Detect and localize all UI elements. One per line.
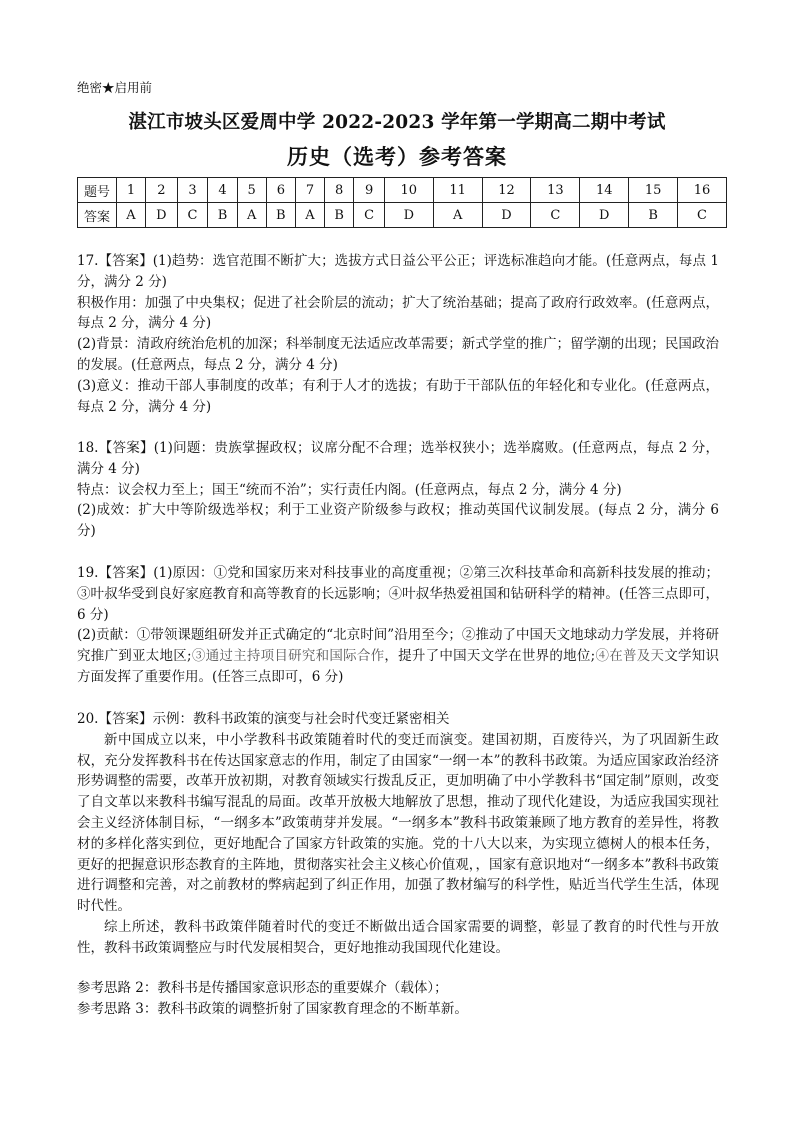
- question-number-cell: 12: [482, 178, 531, 203]
- answer-cell: B: [324, 203, 353, 228]
- question-19-answer: [77, 563, 719, 688]
- question-number-row: [78, 178, 727, 203]
- q20-thesis: 20.【答案】示例：教科书政策的演变与社会时代变迁紧密相关: [77, 711, 450, 727]
- q19-contribution-part-e: 文学知识方面发挥了重要作用。(任答三点即可，6 分): [77, 648, 720, 685]
- q17-background: (2)背景：清政府统治危机的加深；科举制度无法适应改革需要；新式学堂的推广；留学潮的出现；民国政治的发展。(任意两点，每点 2 分，满分 4 分): [77, 336, 719, 373]
- question-number-cell: 3: [177, 178, 208, 203]
- answer-cell: D: [580, 203, 629, 228]
- answer-table: [77, 177, 727, 228]
- q18-results: (2)成效：扩大中等阶级选举权；利于工业资产阶级参与政权；推动英国代议制发展。(每点 2 分，满分 6 分): [77, 502, 719, 540]
- q19-contribution-part-a: (2)贡献：①带领课题组研发并正式确定的“北京时间”沿用至今；②推动了中国天文地球动力学发展，并将研究推广到亚太地区;: [77, 627, 719, 665]
- q18-features: 特点：议会权力至上；国王“统而不治”；实行责任内阁。(任意两点，每点 2 分，满分 4 分): [77, 481, 622, 498]
- answer-cell: D: [384, 203, 433, 228]
- answer-cell: C: [531, 203, 580, 228]
- row-label-answer: 答案: [78, 203, 117, 228]
- reference-idea-3: 参考思路 3：教科书政策的调整折射了国家教育理念的不断革新。: [77, 1000, 468, 1017]
- answer-cell: C: [354, 203, 385, 228]
- answer-cell: A: [237, 203, 266, 228]
- q20-body: 新中国成立以来，中小学教科书政策随着时代的变迁而演变。建国初期，百废待兴，为了巩固新生政权，充分发挥教科书在传达国家意志的作用，制定了由国家“一纲一本”的教科书政策。为适应国家政治经济形势调整的需要，改革开放初期，对教育领域实行拨乱反正，更加明确了中小学教科书“国定制”原则，改变了自文革以来教科书编写混乱的局面。改革开放极大地解放了思想，推动了现代化建设，为适应我国实现社会主义经济体制目标，“一纲多本”政策萌芽并发展。“一纲多本”教科书政策兼顾了地方教育的差异性，将教材的多样化落实到位，更好地配合了国家方针政策的实施。党的十八大以来，为实现立德树人的根本任务，更好的把握意识形态教育的主阵地，贯彻落实社会主义核心价值观，，国家有意识地对“一纲多本”教科书政策进行调整和完善，对之前教材的弊病起到了纠正作用，加强了教材编写的科学性，贴近当代学生生活，体现时代性。: [77, 731, 719, 915]
- question-number-cell: 16: [678, 178, 727, 203]
- question-number-cell: 6: [266, 178, 295, 203]
- question-number-cell: 2: [145, 178, 177, 203]
- answer-cell: C: [177, 203, 208, 228]
- q19-contribution-part-b: ③通过主持项目研究和国际合作: [191, 648, 385, 665]
- question-number-cell: 13: [531, 178, 580, 203]
- answer-cell: A: [296, 203, 325, 228]
- q19-contribution-part-d: ④在普及天: [595, 648, 665, 665]
- question-18-answer: [77, 438, 719, 542]
- answer-row: [78, 203, 727, 228]
- answer-cell: B: [629, 203, 678, 228]
- exam-subtitle: 历史（选考）参考答案: [287, 144, 507, 169]
- q18-problems: 18.【答案】(1)问题：贵族掌握政权；议席分配不合理；选举权狭小；选举腐败。(任意两点，每点 2 分，满分 4 分): [77, 440, 719, 477]
- answer-cell: D: [145, 203, 177, 228]
- question-number-cell: 15: [629, 178, 678, 203]
- row-label-question-number: 题号: [78, 178, 117, 203]
- answer-cell: B: [266, 203, 295, 228]
- answer-cell: A: [433, 203, 482, 228]
- q17-positive-effect: 积极作用：加强了中央集权；促进了社会阶层的流动；扩大了统治基础；提高了政府行政效率。(任意两点，每点 2 分，满分 4 分): [77, 294, 719, 332]
- q17-significance: (3)意义：推动干部人事制度的改革；有利于人才的选拔；有助于干部队伍的年轻化和专业化。(任意两点，每点 2 分，满分 4 分): [77, 377, 719, 415]
- q19-contribution-part-c: ，提升了中国天文学在世界的地位;: [384, 648, 596, 665]
- question-17-answer: [77, 251, 719, 417]
- answer-cell: D: [482, 203, 531, 228]
- answer-cell: A: [117, 203, 146, 228]
- q17-trend: 17.【答案】(1)趋势：选官范围不断扩大；选拔方式日益公平公正；评选标准趋向才能。(任意两点，每点 1 分，满分 2 分): [77, 253, 719, 290]
- q19-contributions: [77, 625, 719, 687]
- question-number-cell: 4: [208, 178, 237, 203]
- question-20-answer: [77, 709, 719, 959]
- answer-cell: C: [678, 203, 727, 228]
- exam-title: 湛江市坡头区爱周中学 2022-2023 学年第一学期高二期中考试: [128, 112, 666, 133]
- reference-idea-2: 参考思路 2：教科书是传播国家意识形态的重要媒介（载体）；: [77, 980, 448, 996]
- q19-reasons: 19.【答案】(1)原因：①党和国家历来对科技事业的高度重视；②第三次科技革命和高新科技发展的推动；③叶叔华受到良好家庭教育和高等教育的长远影响；④叶叔华热爱祖国和钻研科学的精神。(任答三点即可，6 分): [77, 565, 719, 623]
- question-number-cell: 5: [237, 178, 266, 203]
- question-number-cell: 7: [296, 178, 325, 203]
- confidential-mark: 绝密★启用前: [77, 80, 153, 95]
- question-number-cell: 11: [433, 178, 482, 203]
- question-number-cell: 10: [384, 178, 433, 203]
- question-number-cell: 1: [117, 178, 146, 203]
- question-number-cell: 8: [324, 178, 353, 203]
- answer-cell: B: [208, 203, 237, 228]
- reference-ideas: [77, 978, 719, 1020]
- q20-conclusion: 综上所述，教科书政策伴随着时代的变迁不断做出适合国家需要的调整，彰显了教育的时代性与开放性，教科书政策调整应与时代发展相契合，更好地推动我国现代化建设。: [77, 918, 719, 956]
- question-number-cell: 14: [580, 178, 629, 203]
- question-number-cell: 9: [354, 178, 385, 203]
